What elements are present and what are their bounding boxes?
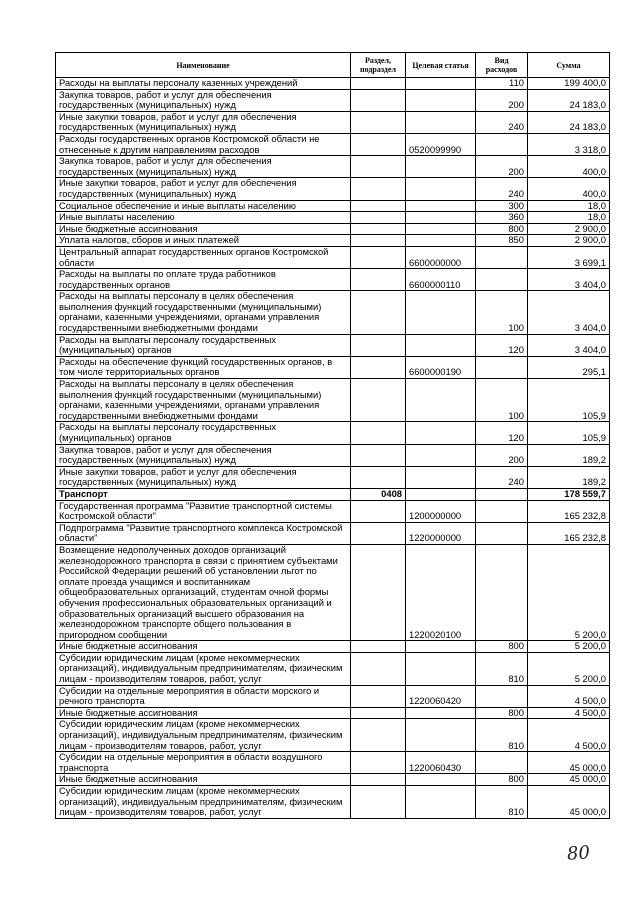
row-section [351,774,406,786]
row-sum: 295,1 [528,356,610,378]
row-expense-type: 810 [476,652,528,685]
row-expense-type: 240 [476,178,528,200]
row-sum: 400,0 [528,156,610,178]
row-expense-type: 100 [476,379,528,422]
table-row [56,641,610,653]
table-body [56,78,610,819]
row-section [351,752,406,774]
row-target [406,212,476,224]
row-expense-type: 240 [476,111,528,133]
row-name: Расходы на выплаты персоналу государственных (муниципальных) органов [56,422,351,444]
row-expense-type: 200 [476,444,528,466]
row-name: Транспорт [56,488,351,500]
row-name: Иные бюджетные ассигнования [56,707,351,719]
table-row [56,223,610,235]
row-sum: 2 900,0 [528,235,610,247]
row-section [351,422,406,444]
row-section [351,379,406,422]
row-name: Иные закупки товаров, работ и услуг для обеспечения государственных (муниципальных) нужд [56,111,351,133]
row-section [351,269,406,291]
row-target [406,89,476,111]
row-name: Расходы на выплаты персоналу казенных учреждений [56,78,351,90]
row-expense-type: 200 [476,89,528,111]
row-target [406,641,476,653]
row-target [406,200,476,212]
row-target [406,444,476,466]
row-section [351,544,406,640]
header-section: Раздел, подраздел [351,53,406,78]
table-row [56,78,610,90]
row-expense-type: 120 [476,334,528,356]
row-sum: 165 232,8 [528,500,610,522]
row-target [406,488,476,500]
row-sum: 45 000,0 [528,774,610,786]
table-row [56,246,610,268]
table-row [56,488,610,500]
row-section [351,707,406,719]
row-name: Иные закупки товаров, работ и услуг для обеспечения государственных (муниципальных) нужд [56,178,351,200]
table-row [56,522,610,544]
row-section [351,78,406,90]
row-target: 0520099990 [406,133,476,155]
row-sum: 400,0 [528,178,610,200]
row-target [406,466,476,488]
row-target: 1220060430 [406,752,476,774]
row-name: Иные бюджетные ассигнования [56,641,351,653]
row-sum: 45 000,0 [528,786,610,819]
row-name: Иные бюджетные ассигнования [56,223,351,235]
table-row [56,212,610,224]
row-name: Субсидии на отдельные мероприятия в области воздушного транспорта [56,752,351,774]
row-expense-type: 110 [476,78,528,90]
row-name: Расходы на обеспечение функций государственных органов, в том числе территориальных органов [56,356,351,378]
table-row [56,500,610,522]
table-row [56,334,610,356]
row-section [351,719,406,752]
row-sum: 165 232,8 [528,522,610,544]
row-section [351,500,406,522]
table-row [56,356,610,378]
row-name: Уплата налогов, сборов и иных платежей [56,235,351,247]
row-section [351,156,406,178]
table-row [56,752,610,774]
row-expense-type [476,500,528,522]
row-section [351,522,406,544]
row-target [406,652,476,685]
row-expense-type: 240 [476,466,528,488]
row-expense-type: 120 [476,422,528,444]
table-row [56,444,610,466]
table-header-row [56,53,610,78]
table-row [56,178,610,200]
row-expense-type [476,246,528,268]
row-name: Иные бюджетные ассигнования [56,774,351,786]
row-section [351,641,406,653]
row-name: Возмещение недополученных доходов организаций железнодорожного транспорта в связи с принятием субъектами Российской Федерации решений об установлении льгот по оплате проезда учащимся и воспитанникам общеобразовательных организаций, студентам очной формы обучения профессиональных образовательных организаций и образовательных организаций высшего образования на железнодорожном транспорте общего пользования в пригородном сообщении [56,544,351,640]
table-row [56,89,610,111]
row-sum: 24 183,0 [528,89,610,111]
page-number: 80 [566,842,591,865]
row-sum: 2 900,0 [528,223,610,235]
row-expense-type [476,269,528,291]
table-row [56,133,610,155]
row-section [351,212,406,224]
row-sum: 4 500,0 [528,719,610,752]
row-name: Закупка товаров, работ и услуг для обеспечения государственных (муниципальных) нужд [56,156,351,178]
row-section [351,200,406,212]
row-expense-type: 360 [476,212,528,224]
row-sum: 105,9 [528,422,610,444]
row-section [351,685,406,707]
row-expense-type [476,522,528,544]
row-sum: 189,2 [528,444,610,466]
row-name: Иные закупки товаров, работ и услуг для обеспечения государственных (муниципальных) нужд [56,466,351,488]
table-row [56,685,610,707]
row-expense-type: 200 [476,156,528,178]
row-target [406,422,476,444]
row-target [406,707,476,719]
row-section [351,111,406,133]
row-section [351,235,406,247]
row-expense-type [476,356,528,378]
row-sum: 4 500,0 [528,707,610,719]
row-section [351,223,406,235]
header-name: Наименование [56,53,351,78]
row-name: Субсидии юридическим лицам (кроме некоммерческих организаций), индивидуальным предпринимателям, физическим лицам - производителям товаров, работ, услуг [56,652,351,685]
table-row [56,774,610,786]
row-target [406,78,476,90]
row-expense-type: 800 [476,641,528,653]
row-section [351,444,406,466]
row-sum: 5 200,0 [528,544,610,640]
row-section: 0408 [351,488,406,500]
row-name: Центральный аппарат государственных органов Костромской области [56,246,351,268]
row-section [351,786,406,819]
row-name: Расходы на выплаты персоналу в целях обеспечения выполнения функций государственными (муниципальными) органами, казенными учреждениями, органами управления государственными внебюджетными фондами [56,291,351,334]
row-target [406,178,476,200]
row-name: Закупка товаров, работ и услуг для обеспечения государственных (муниципальных) нужд [56,444,351,466]
row-name: Расходы на выплаты персоналу в целях обеспечения выполнения функций государственными (муниципальными) органами, казенными учреждениями, органами управления государственными внебюджетными фондами [56,379,351,422]
row-target: 1220060420 [406,685,476,707]
row-expense-type [476,685,528,707]
row-target [406,291,476,334]
row-sum: 4 500,0 [528,685,610,707]
row-target: 1220000000 [406,522,476,544]
row-name: Государственная программа "Развитие транспортной системы Костромской области" [56,500,351,522]
table-row [56,652,610,685]
row-target: 6600000110 [406,269,476,291]
row-target [406,719,476,752]
row-section [351,133,406,155]
row-target: 6600000190 [406,356,476,378]
row-sum: 24 183,0 [528,111,610,133]
row-target [406,334,476,356]
table-row [56,719,610,752]
row-expense-type: 810 [476,719,528,752]
row-expense-type: 810 [476,786,528,819]
row-target [406,223,476,235]
row-expense-type: 100 [476,291,528,334]
row-target [406,111,476,133]
row-sum: 3 404,0 [528,269,610,291]
row-sum: 105,9 [528,379,610,422]
row-sum: 5 200,0 [528,641,610,653]
table-row [56,786,610,819]
row-sum: 3 404,0 [528,334,610,356]
row-section [351,291,406,334]
row-target [406,774,476,786]
header-sum: Сумма [528,53,610,78]
row-section [351,334,406,356]
row-name: Субсидии на отдельные мероприятия в области морского и речного транспорта [56,685,351,707]
table-row [56,707,610,719]
row-target: 6600000000 [406,246,476,268]
header-target: Целевая статья [406,53,476,78]
row-name: Социальное обеспечение и иные выплаты населению [56,200,351,212]
row-name: Закупка товаров, работ и услуг для обеспечения государственных (муниципальных) нужд [56,89,351,111]
table-row [56,200,610,212]
row-sum: 3 404,0 [528,291,610,334]
table-row [56,291,610,334]
row-expense-type: 800 [476,707,528,719]
row-sum: 178 559,7 [528,488,610,500]
row-target [406,235,476,247]
row-name: Расходы государственных органов Костромской области не отнесенные к другим направлениям расходов [56,133,351,155]
row-section [351,246,406,268]
row-target [406,379,476,422]
row-expense-type [476,488,528,500]
row-expense-type: 850 [476,235,528,247]
row-sum: 18,0 [528,212,610,224]
row-expense-type [476,133,528,155]
table-row [56,379,610,422]
row-sum: 45 000,0 [528,752,610,774]
row-target [406,786,476,819]
row-expense-type [476,752,528,774]
table-row [56,235,610,247]
row-name: Подпрограмма "Развитие транспортного комплекса Костромской области" [56,522,351,544]
row-expense-type: 800 [476,774,528,786]
row-expense-type [476,544,528,640]
row-section [351,466,406,488]
row-section [351,89,406,111]
row-name: Расходы на выплаты персоналу государственных (муниципальных) органов [56,334,351,356]
row-name: Расходы на выплаты по оплате труда работников государственных органов [56,269,351,291]
row-target [406,156,476,178]
budget-table [55,52,610,819]
table-row [56,111,610,133]
row-sum: 5 200,0 [528,652,610,685]
row-section [351,356,406,378]
row-sum: 199 400,0 [528,78,610,90]
row-target: 1220020100 [406,544,476,640]
row-sum: 189,2 [528,466,610,488]
row-expense-type: 800 [476,223,528,235]
table-row [56,466,610,488]
row-name: Субсидии юридическим лицам (кроме некоммерческих организаций), индивидуальным предпринимателям, физическим лицам - производителям товаров, работ, услуг [56,786,351,819]
row-section [351,178,406,200]
table-row [56,269,610,291]
row-name: Иные выплаты населению [56,212,351,224]
row-sum: 3 318,0 [528,133,610,155]
header-type: Вид расходов [476,53,528,78]
table-row [56,156,610,178]
table-row [56,544,610,640]
row-sum: 18,0 [528,200,610,212]
row-target: 1200000000 [406,500,476,522]
row-sum: 3 699,1 [528,246,610,268]
table-row [56,422,610,444]
row-section [351,652,406,685]
row-expense-type: 300 [476,200,528,212]
row-name: Субсидии юридическим лицам (кроме некоммерческих организаций), индивидуальным предпринимателям, физическим лицам - производителям товаров, работ, услуг [56,719,351,752]
